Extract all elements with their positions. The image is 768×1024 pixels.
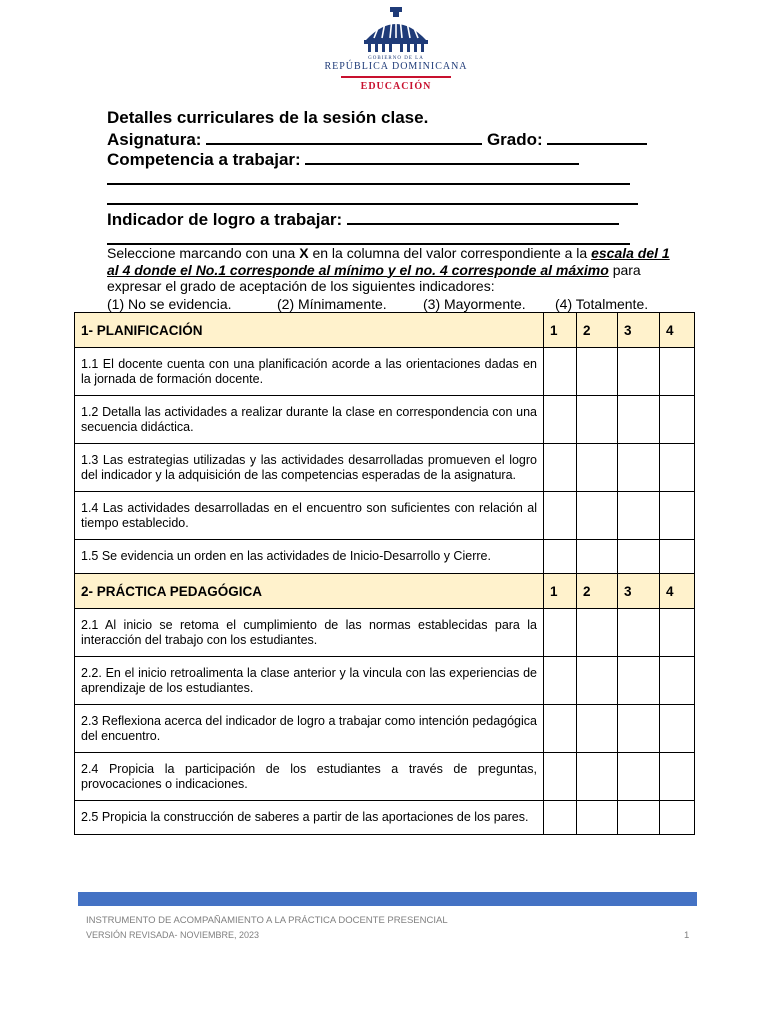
national-seal-dome-icon	[360, 6, 432, 54]
score-cell-1[interactable]	[544, 540, 577, 574]
score-cell-4[interactable]	[660, 657, 695, 705]
score-cell-1[interactable]	[544, 753, 577, 801]
score-cell-2[interactable]	[577, 444, 618, 492]
logo-divider	[341, 76, 451, 78]
col-header-1: 1	[544, 313, 577, 348]
score-cell-2[interactable]	[577, 609, 618, 657]
score-cell-3[interactable]	[618, 396, 660, 444]
score-cell-4[interactable]	[660, 348, 695, 396]
competencia-field-line-2[interactable]	[107, 168, 630, 185]
indicator-text: 2.2. En el inicio retroalimenta la clase anterior y la vincula con las experiencias de aprendizaje de los estudiantes.	[75, 657, 544, 705]
section-header-practica-pedagogica	[75, 574, 695, 609]
instructions	[107, 245, 672, 295]
table-row	[75, 753, 695, 801]
score-cell-1[interactable]	[544, 705, 577, 753]
instructions-part2: en la columna del valor correspondiente a la	[308, 245, 592, 261]
table-row	[75, 540, 695, 574]
score-cell-3[interactable]	[618, 753, 660, 801]
indicator-text: 1.4 Las actividades desarrolladas en el encuentro son suficientes con relación al tiempo establecido.	[75, 492, 544, 540]
score-cell-3[interactable]	[618, 492, 660, 540]
indicator-text: 1.3 Las estrategias utilizadas y las actividades desarrolladas promueven el logro del indicador y la adquisición de las competencias esperadas de la asignatura.	[75, 444, 544, 492]
score-cell-1[interactable]	[544, 609, 577, 657]
scale-2: (2) Mínimamente.	[277, 296, 387, 312]
section-title: 2- PRÁCTICA PEDAGÓGICA	[75, 574, 544, 609]
score-cell-4[interactable]	[660, 753, 695, 801]
col-header-2: 2	[577, 574, 618, 609]
table-row	[75, 348, 695, 396]
competencia-field[interactable]	[305, 148, 579, 165]
score-cell-2[interactable]	[577, 801, 618, 835]
score-cell-1[interactable]	[544, 801, 577, 835]
grado-label: Grado:	[486, 130, 543, 149]
score-cell-4[interactable]	[660, 801, 695, 835]
competencia-field-line-3[interactable]	[107, 188, 638, 205]
instructions-x: X	[299, 245, 309, 261]
score-cell-2[interactable]	[577, 705, 618, 753]
logo-gobierno-text: GOBIERNO DE LA	[368, 56, 424, 61]
score-cell-1[interactable]	[544, 444, 577, 492]
col-header-3: 3	[618, 574, 660, 609]
page-title: Detalles curriculares de la sesión clase.	[107, 108, 429, 127]
indicator-text: 2.1 Al inicio se retoma el cumplimiento de las normas establecidas para la interacción del trabajo con los estudiantes.	[75, 609, 544, 657]
instructions-part1: Seleccione marcando con una	[107, 245, 300, 261]
section-header-planificacion	[75, 313, 695, 348]
score-cell-2[interactable]	[577, 657, 618, 705]
section-title: 1- PLANIFICACIÓN	[75, 313, 544, 348]
score-cell-3[interactable]	[618, 609, 660, 657]
indicador-label: Indicador de logro a trabajar:	[107, 210, 343, 229]
asignatura-label: Asignatura:	[107, 130, 202, 149]
indicator-text: 1.1 El docente cuenta con una planificación acorde a las orientaciones dadas en la jornada de formación docente.	[75, 348, 544, 396]
score-cell-2[interactable]	[577, 540, 618, 574]
indicador-field-line-2[interactable]	[107, 228, 630, 245]
footer-version: VERSIÓN REVISADA- NOVIEMBRE, 2023	[86, 930, 260, 940]
indicator-text: 2.5 Propicia la construcción de saberes a partir de las aportaciones de los pares.	[75, 801, 544, 835]
footer-bar	[78, 892, 697, 906]
rubric-table	[74, 312, 695, 835]
score-cell-1[interactable]	[544, 348, 577, 396]
table-row	[75, 609, 695, 657]
score-cell-2[interactable]	[577, 492, 618, 540]
table-row	[75, 657, 695, 705]
competencia-label: Competencia a trabajar:	[107, 150, 301, 169]
score-cell-3[interactable]	[618, 540, 660, 574]
score-cell-4[interactable]	[660, 705, 695, 753]
score-cell-1[interactable]	[544, 492, 577, 540]
indicador-field[interactable]	[347, 208, 619, 225]
table-row	[75, 801, 695, 835]
instructions-part3: para expresar el grado de aceptación de los siguientes indicadores:	[107, 261, 641, 294]
scale-legend	[107, 296, 667, 312]
indicator-text: 1.2 Detalla las actividades a realizar durante la clase en correspondencia con una secuencia didáctica.	[75, 396, 544, 444]
indicator-text: 1.5 Se evidencia un orden en las actividades de Inicio-Desarrollo y Cierre.	[75, 540, 544, 574]
score-cell-4[interactable]	[660, 396, 695, 444]
footer-title: INSTRUMENTO DE ACOMPAÑAMIENTO A LA PRÁCTICA DOCENTE PRESENCIAL	[86, 915, 448, 926]
table-row	[75, 705, 695, 753]
scale-1: (1) No se evidencia.	[107, 296, 232, 312]
logo-republica-text: REPÚBLICA DOMINICANA	[324, 61, 468, 72]
grado-field[interactable]	[547, 128, 647, 145]
indicator-text: 2.4 Propicia la participación de los estudiantes a través de preguntas, provocaciones o indicaciones.	[75, 753, 544, 801]
col-header-2: 2	[577, 313, 618, 348]
score-cell-3[interactable]	[618, 444, 660, 492]
score-cell-1[interactable]	[544, 657, 577, 705]
logo-educacion-text: EDUCACIÓN	[360, 81, 432, 92]
scale-4: (4) Totalmente.	[555, 296, 649, 312]
score-cell-4[interactable]	[660, 444, 695, 492]
score-cell-2[interactable]	[577, 348, 618, 396]
score-cell-4[interactable]	[660, 540, 695, 574]
col-header-3: 3	[618, 313, 660, 348]
ministry-logo	[318, 6, 474, 98]
score-cell-3[interactable]	[618, 801, 660, 835]
score-cell-3[interactable]	[618, 348, 660, 396]
table-row	[75, 492, 695, 540]
page-number: 1	[684, 930, 690, 941]
score-cell-2[interactable]	[577, 753, 618, 801]
instructions-emphasis: escala del 1 al 4 donde el No.1 corresponde al mínimo y el no. 4 corresponde al máximo	[107, 245, 670, 278]
indicator-text: 2.3 Reflexiona acerca del indicador de logro a trabajar como intención pedagógica del encuentro.	[75, 705, 544, 753]
table-row	[75, 444, 695, 492]
curricular-details	[107, 108, 667, 248]
col-header-1: 1	[544, 574, 577, 609]
col-header-4: 4	[660, 313, 695, 348]
col-header-4: 4	[660, 574, 695, 609]
table-row	[75, 396, 695, 444]
score-cell-2[interactable]	[577, 396, 618, 444]
scale-3: (3) Mayormente.	[423, 296, 526, 312]
asignatura-field[interactable]	[206, 128, 482, 145]
score-cell-3[interactable]	[618, 657, 660, 705]
score-cell-3[interactable]	[618, 705, 660, 753]
score-cell-4[interactable]	[660, 609, 695, 657]
score-cell-4[interactable]	[660, 492, 695, 540]
score-cell-1[interactable]	[544, 396, 577, 444]
